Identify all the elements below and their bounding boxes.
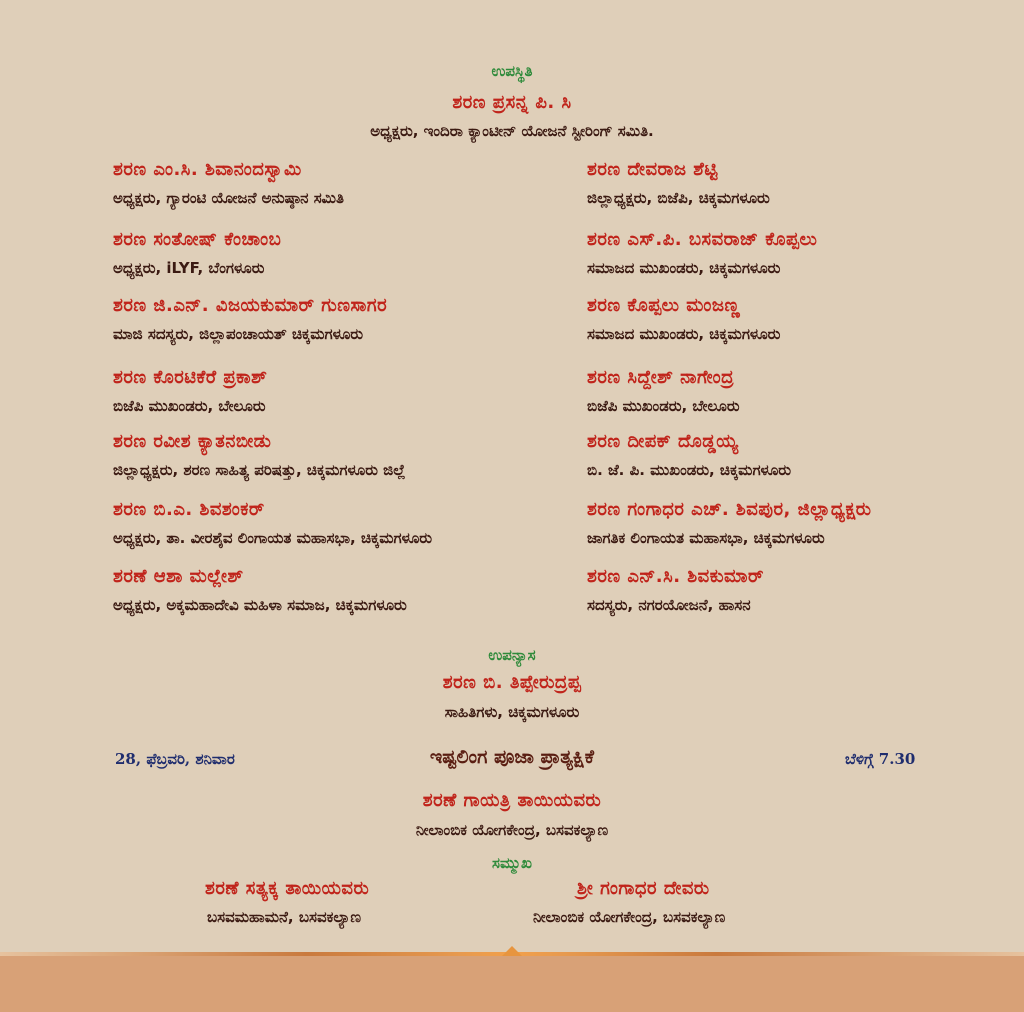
guest-entry: [113, 228, 281, 279]
guest-name: ಶರಣ ಕೊರಟಿಕೆರೆ ಪ್ರಕಾಶ್: [113, 367, 268, 388]
guest-role: ಜಿಲ್ಲಾಧ್ಯಕ್ಷರು, ಶರಣ ಸಾಹಿತ್ಯ ಪರಿಷತ್ತು, ಚಿಕ್ಕಮಗಳೂರು ಜಿಲ್ಲೆ: [113, 461, 406, 479]
lecturer-name: ಶರಣ ಬಿ. ತಿಪ್ಪೇರುದ್ರಪ್ಪ: [442, 672, 582, 693]
guest-entry: [113, 565, 407, 616]
sammukha-heading: ಸಮ್ಮುಖ: [492, 854, 532, 872]
guest-role: ಅಧ್ಯಕ್ಷರು, ತಾ. ವೀರಶೈವ ಲಿಂಗಾಯತ ಮಹಾಸಭಾ, ಚಿಕ್ಕಮಗಳೂರು: [113, 529, 433, 547]
chief-guest-role: ಅಧ್ಯಕ್ಷರು, ಇಂದಿರಾ ಕ್ಯಾಂಟೀನ್ ಯೋಜನೆ ಸ್ಟೀರಿಂಗ್ ಸಮಿತಿ.: [370, 122, 654, 140]
guest-role: ಅಧ್ಯಕ್ಷರು, iLYF, ಬೆಂಗಳೂರು: [113, 259, 265, 277]
guest-entry: [587, 366, 740, 417]
guest-entry: [587, 498, 872, 549]
performer-place: ನೀಲಾಂಬಿಕ ಯೋಗಕೇಂದ್ರ, ಬಸವಕಲ್ಯಾಣ: [415, 821, 609, 839]
guest-entry: [113, 294, 387, 345]
guest-entry: [113, 430, 405, 481]
guest-entry: [113, 366, 267, 417]
guest-entry: [587, 294, 780, 345]
footer-band: [0, 956, 1024, 1012]
guest-role: ಜಿಲ್ಲಾಧ್ಯಕ್ಷರು, ಬಿಜೆಪಿ, ಚಿಕ್ಕಮಗಳೂರು: [587, 189, 770, 207]
lecture-heading: ಉಪನ್ಯಾಸ: [488, 646, 536, 664]
presence-heading: ಉಪಸ್ಥಿತಿ: [491, 62, 533, 80]
sammukha-left-place: ಬಸವಮಹಾಮನೆ, ಬಸವಕಲ್ಯಾಣ: [207, 908, 362, 926]
guest-role: ಬಿಜೆಪಿ ಮುಖಂಡರು, ಬೇಲೂರು: [113, 397, 266, 415]
guest-entry: [587, 158, 770, 209]
guest-name: ಶರಣೆ ಆಶಾ ಮಲ್ಲೇಶ್: [113, 566, 244, 587]
guest-entry: [587, 565, 764, 616]
guest-role: ಸದಸ್ಯರು, ನಗರಯೋಜನೆ, ಹಾಸನ: [587, 596, 751, 614]
guest-role: ಜಾಗತಿಕ ಲಿಂಗಾಯತ ಮಹಾಸಭಾ, ಚಿಕ್ಕಮಗಳೂರು: [587, 529, 825, 547]
guest-role: ಸಮಾಜದ ಮುಖಂಡರು, ಚಿಕ್ಕಮಗಳೂರು: [587, 325, 781, 343]
guest-role: ಮಾಜಿ ಸದಸ್ಯರು, ಜಿಲ್ಲಾಪಂಚಾಯತ್ ಚಿಕ್ಕಮಗಳೂರು: [113, 325, 364, 343]
event-time: ಬೆಳಿಗ್ಗೆ 7.30: [845, 750, 916, 768]
guest-name: ಶರಣ ಕೊಪ್ಪಲು ಮಂಜಣ್ಣ: [587, 295, 741, 316]
guest-role: ಬಿಜೆಪಿ ಮುಖಂಡರು, ಬೇಲೂರು: [587, 397, 740, 415]
guest-entry: [113, 498, 432, 549]
guest-role: ಅಧ್ಯಕ್ಷರು, ಗ್ಯಾರಂಟಿ ಯೋಜನೆ ಅನುಷ್ಠಾನ ಸಮಿತಿ: [113, 189, 344, 207]
guest-name: ಶರಣ ದೇವರಾಜ ಶೆಟ್ಟಿ: [587, 159, 718, 180]
guest-name: ಶರಣ ಜಿ.ಎನ್. ವಿಜಯಕುಮಾರ್ ಗುಣಸಾಗರ: [113, 295, 388, 316]
guest-role: ಬಿ. ಜೆ. ಪಿ. ಮುಖಂಡರು, ಚಿಕ್ಕಮಗಳೂರು: [587, 461, 791, 479]
guest-name: ಶರಣ ದೀಪಕ್ ದೊಡ್ಡಯ್ಯ: [587, 431, 739, 452]
guest-name: ಶರಣ ಎಸ್.ಪಿ. ಬಸವರಾಜ್ ಕೊಪ್ಪಲು: [587, 229, 818, 250]
guest-name: ಶರಣ ಸಂತೋಷ್ ಕೆಂಚಾಂಬ: [113, 229, 282, 250]
guest-name: ಶರಣ ಎಂ.ಸಿ. ಶಿವಾನಂದಸ್ವಾಮಿ: [113, 159, 302, 180]
guest-name: ಶರಣ ಬಿ.ಎ. ಶಿವಶಂಕರ್: [113, 499, 265, 520]
sammukha-left-name: ಶರಣೆ ಸತ್ಯಕ್ಕ ತಾಯಿಯವರು: [205, 878, 370, 899]
guest-entry: [587, 430, 791, 481]
guest-name: ಶರಣ ಸಿದ್ದೇಶ್ ನಾಗೇಂದ್ರ: [587, 367, 735, 388]
guest-role: ಸಮಾಜದ ಮುಖಂಡರು, ಚಿಕ್ಕಮಗಳೂರು: [587, 259, 781, 277]
guest-name: ಶರಣ ಎನ್.ಸಿ. ಶಿವಕುಮಾರ್: [587, 566, 764, 587]
event-date: 28, ಫೆಬ್ರವರಿ, ಶನಿವಾರ: [115, 750, 235, 768]
sammukha-right-name: ಶ್ರೀ ಗಂಗಾಧರ ದೇವರು: [577, 878, 710, 899]
sammukha-right-place: ನೀಲಾಂಬಿಕ ಯೋಗಕೇಂದ್ರ, ಬಸವಕಲ್ಯಾಣ: [533, 908, 726, 926]
event-title: ಇಷ್ಟಲಿಂಗ ಪೂಜಾ ಪ್ರಾತ್ಯಕ್ಷಿಕೆ: [429, 746, 595, 768]
guest-entry: [113, 158, 344, 209]
guest-entry: [587, 228, 817, 279]
chief-guest-name: ಶರಣ ಪ್ರಸನ್ನ ಪಿ. ಸಿ: [452, 92, 572, 113]
guest-name: ಶರಣ ಗಂಗಾಧರ ಎಚ್. ಶಿವಪುರ, ಜಿಲ್ಲಾಧ್ಯಕ್ಷರು: [587, 499, 872, 520]
guest-role: ಅಧ್ಯಕ್ಷರು, ಅಕ್ಕಮಹಾದೇವಿ ಮಹಿಳಾ ಸಮಾಜ, ಚಿಕ್ಕಮಗಳೂರು: [113, 596, 407, 614]
lecturer-role: ಸಾಹಿತಿಗಳು, ಚಿಕ್ಕಮಗಳೂರು: [444, 703, 580, 721]
guest-name: ಶರಣ ರವೀಶ ಕ್ಯಾತನಬೀಡು: [113, 431, 272, 452]
performer-name: ಶರಣೆ ಗಾಯತ್ರಿ ತಾಯಿಯವರು: [422, 790, 602, 811]
